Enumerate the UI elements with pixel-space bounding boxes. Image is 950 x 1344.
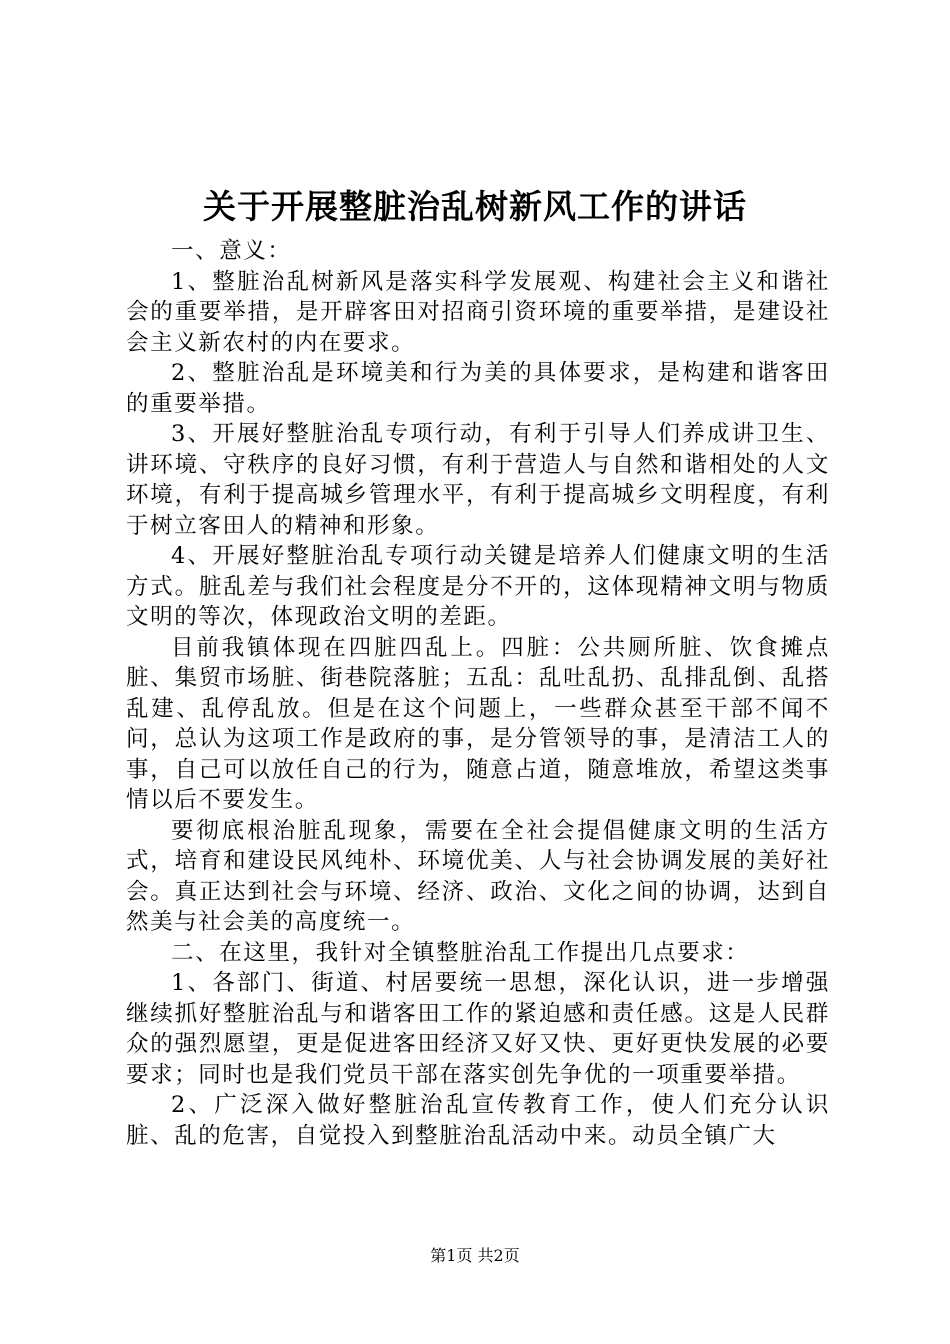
paragraph-remedy: 要彻底根治脏乱现象，需要在全社会提倡健康文明的生活方式，培育和建设民风纯朴、环境优美、人与社会协调发展的美好社会。真正达到社会与环境、经济、政治、文化之间的协调，达到自然美与社会美的高度统一。 bbox=[126, 817, 830, 935]
paragraph-current-situation: 目前我镇体现在四脏四乱上。四脏：公共厕所脏、饮食摊点脏、集贸市场脏、街巷院落脏；五乱：乱吐乱扔、乱排乱倒、乱搭乱建、乱停乱放。但是在这个问题上，一些群众甚至干部不闻不问，总认为这项工作是政府的事，是分管领导的事，是清洁工人的事，自己可以放任自己的行为，随意占道，随意堆放，希望这类事情以后不要发生。 bbox=[126, 634, 830, 813]
paragraph-point-4: 4、开展好整脏治乱专项行动关键是培养人们健康文明的生活方式。脏乱差与我们社会程度是分不开的，这体现精神文明与物质文明的等次，体现政治文明的差距。 bbox=[126, 543, 830, 630]
page-number-footer: 第1页 共2页 bbox=[430, 1246, 520, 1265]
paragraph-point-2: 2、整脏治乱是环境美和行为美的具体要求，是构建和谐客田的重要举措。 bbox=[126, 360, 830, 417]
paragraph-requirement-2: 2、广泛深入做好整脏治乱宣传教育工作，使人们充分认识脏、乱的危害，自觉投入到整脏治乱活动中来。动员全镇广大 bbox=[126, 1092, 830, 1149]
document-body bbox=[126, 236, 830, 1151]
section-heading-significance: 一、意义： bbox=[171, 238, 292, 264]
section-heading-requirements: 二、在这里，我针对全镇整脏治乱工作提出几点要求： bbox=[171, 939, 750, 966]
paragraph-point-3: 3、开展好整脏治乱专项行动，有利于引导人们养成讲卫生、讲环境、守秩序的良好习惯，有利于营造人与自然和谐相处的人文环境，有利于提高城乡管理水平，有利于提高城乡文明程度，有利于树立客田人的精神和形象。 bbox=[126, 421, 830, 539]
paragraph-point-1: 1、整脏治乱树新风是落实科学发展观、构建社会主义和谐社会的重要举措，是开辟客田对招商引资环境的重要举措，是建设社会主义新农村的内在要求。 bbox=[126, 268, 830, 356]
document-title: 关于开展整脏治乱树新风工作的讲话 bbox=[203, 187, 747, 226]
paragraph-requirement-1: 1、各部门、街道、村居要统一思想，深化认识，进一步增强继续抓好整脏治乱与和谐客田工作的紧迫感和责任感。这是人民群众的强烈愿望，更是促进客田经济又好又快、更好更快发展的必要要求；同时也是我们党员干部在落实创先争优的一项重要举措。 bbox=[126, 970, 830, 1088]
